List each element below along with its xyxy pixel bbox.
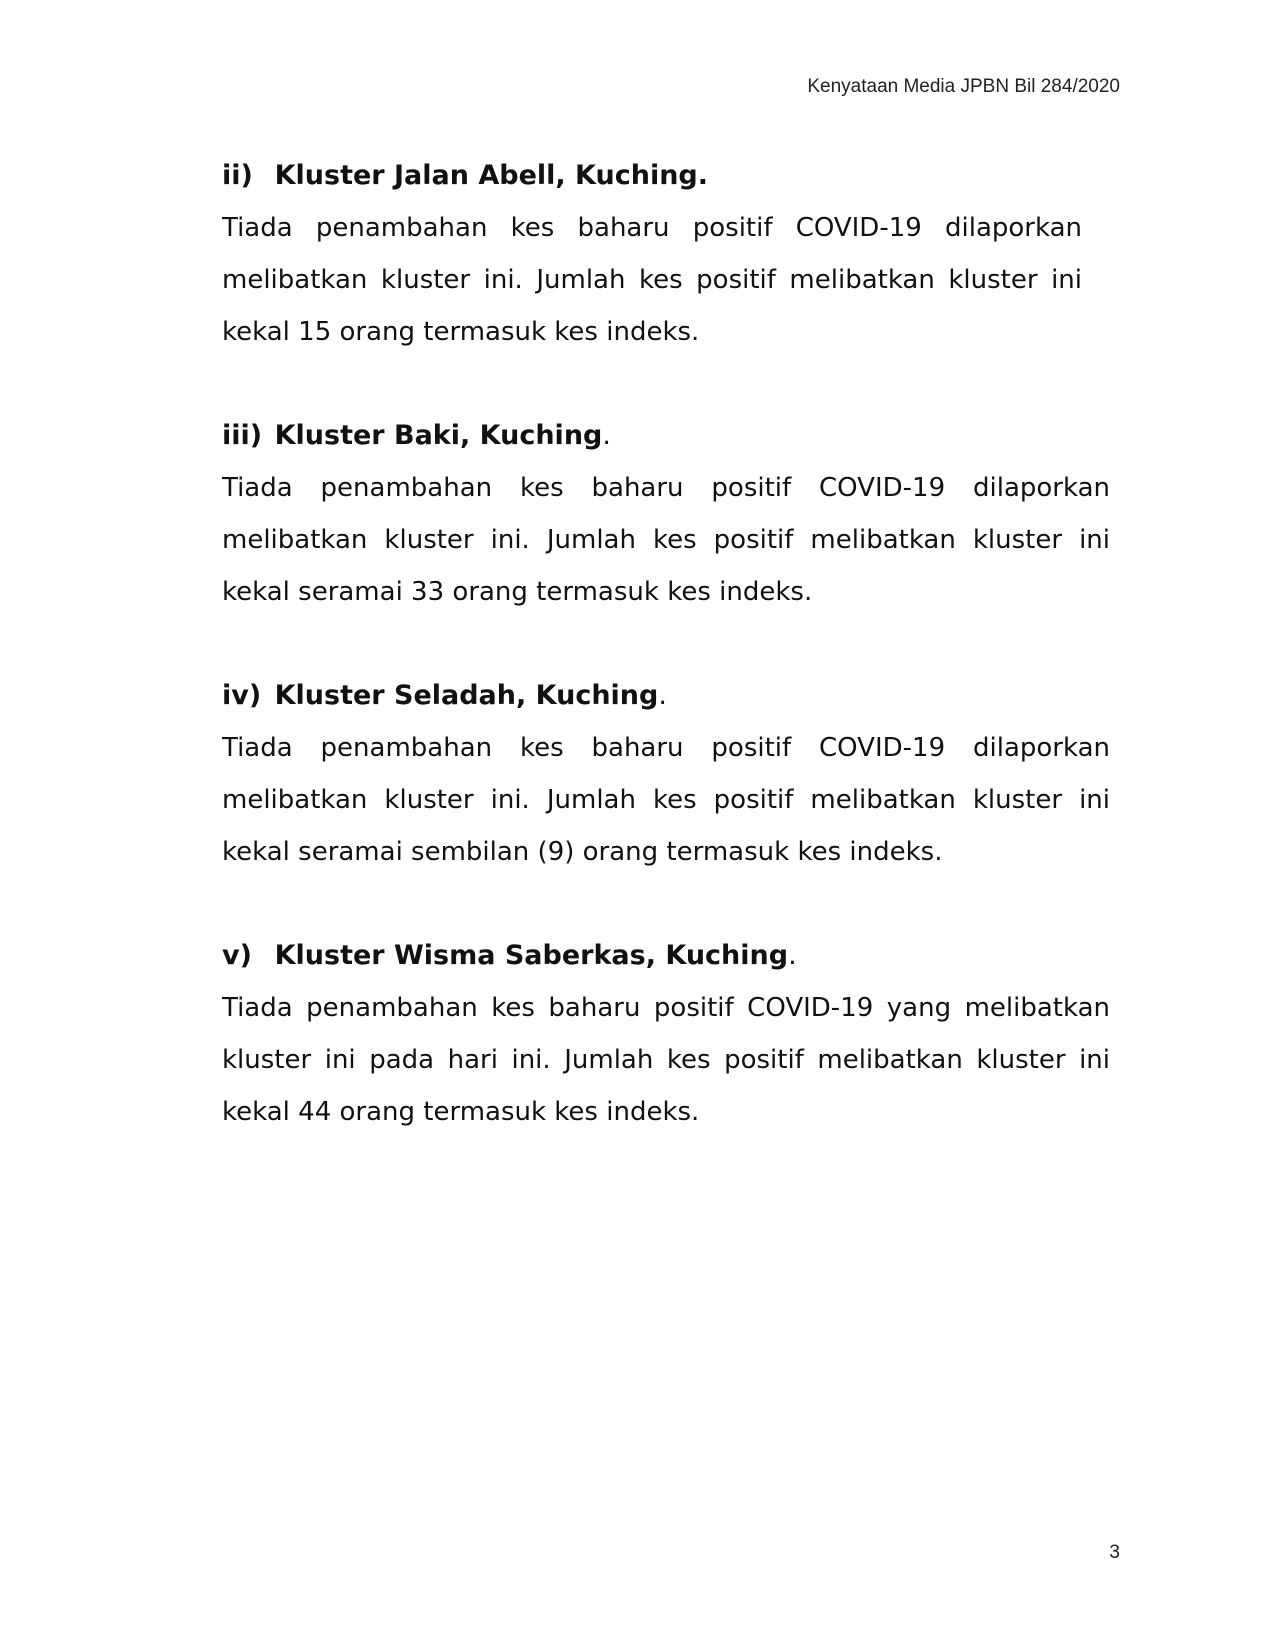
section-title-suffix: . [658, 680, 667, 711]
section-title: Kluster Jalan Abell, Kuching. [274, 160, 709, 191]
section-wisma-saberkas [222, 930, 1110, 1138]
section-paragraph: Tiada penambahan kes baharu positif COVID-19 yang melibatkan kluster ini pada hari ini. Jumlah kes positif melibatkan kluster ini kekal 44 orang termasuk kes indeks. [222, 993, 1110, 1127]
document-body [222, 150, 1110, 1190]
section-heading [222, 930, 1110, 982]
section-title: Kluster Seladah, Kuching [274, 680, 659, 711]
section-heading [222, 670, 1110, 722]
page-number: 3 [1109, 1542, 1120, 1563]
section-heading [222, 410, 1110, 462]
section-paragraph: Tiada penambahan kes baharu positif COVID-19 dilaporkan melibatkan kluster ini. Jumlah kes positif melibatkan kluster ini kekal seramai sembilan (9) orang termasuk kes indeks. [222, 733, 1110, 867]
section-number: ii) [222, 160, 253, 191]
section-title: Kluster Baki, Kuching [274, 420, 603, 451]
section-baki [222, 410, 1110, 618]
section-seladah [222, 670, 1110, 878]
section-paragraph: Tiada penambahan kes baharu positif COVID-19 dilaporkan melibatkan kluster ini. Jumlah kes positif melibatkan kluster ini kekal seramai 33 orang termasuk kes indeks. [222, 473, 1110, 607]
section-number: v) [222, 940, 252, 971]
document-reference: Kenyataan Media JPBN Bil 284/2020 [807, 76, 1120, 97]
section-title-suffix: . [788, 940, 797, 971]
section-title: Kluster Wisma Saberkas, Kuching [274, 940, 789, 971]
section-title-suffix: . [602, 420, 611, 451]
section-number: iii) [222, 420, 263, 451]
section-heading [222, 150, 1110, 202]
section-paragraph: Tiada penambahan kes baharu positif COVID-19 dilaporkan melibatkan kluster ini. Jumlah kes positif melibatkan kluster ini kekal 15 orang termasuk kes indeks. [222, 213, 1082, 347]
section-number: iv) [222, 680, 262, 711]
section-jalan-abell [222, 150, 1110, 358]
